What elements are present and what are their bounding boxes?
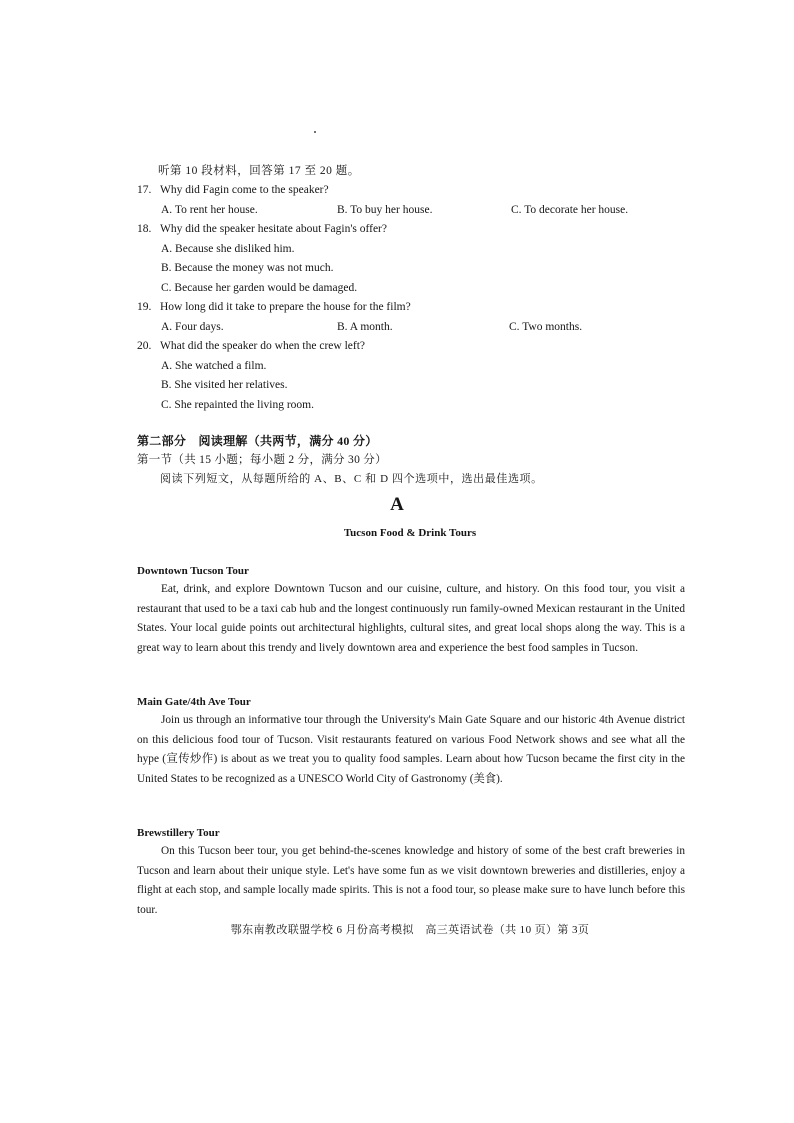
question-stem bbox=[137, 337, 697, 357]
passage-title: Tucson Food & Drink Tours bbox=[343, 527, 477, 539]
question-text: What did the speaker do when the crew left? bbox=[160, 340, 365, 352]
question-number: 19. bbox=[137, 301, 152, 313]
option-a: A. Because she disliked him. bbox=[161, 242, 295, 255]
tour-body-main-gate: Join us through an informative tour through the University's Main Gate Square and our historic 4th Avenue district on this delicious food tour of Tucson. Visit restaurants featured on various Food Network shows and see what all the hype (宣传炒作) is about as we treat you to quality food samples. Learn about how Tucson became the first city in the United States to be recognized as a UNESCO World City of Gastronomy (美食). bbox=[137, 714, 685, 785]
question-text: Why did the speaker hesitate about Fagin's offer? bbox=[160, 223, 387, 235]
reading-part-title: 第二部分 阅读理解（共两节，满分 40 分） bbox=[137, 434, 378, 448]
options-row bbox=[137, 201, 697, 221]
tour-body-brewstillery: On this Tucson beer tour, you get behind-the-scenes knowledge and history of some of the best craft breweries in Tucson and learn about their unique style. Let's have some fun as we visit downtown breweries and distilleries, enjoy a flight at each stop, and sample locally made spirits. This is not a food tour, so please make sure to have lunch before this tour. bbox=[137, 845, 685, 916]
question-stem bbox=[137, 220, 697, 240]
question-number: 20. bbox=[137, 340, 152, 352]
option-a: A. She watched a film. bbox=[161, 359, 267, 372]
listening-intro: 听第 10 段材料，回答第 17 至 20 题。 bbox=[158, 165, 360, 177]
option-c: C. She repainted the living room. bbox=[161, 398, 314, 411]
option-b: B. To buy her house. bbox=[337, 203, 433, 216]
reading-section-title: 第一节（共 15 小题；每小题 2 分，满分 30 分） bbox=[137, 454, 387, 466]
option-b: B. Because the money was not much. bbox=[161, 262, 334, 275]
question-17 bbox=[137, 181, 697, 220]
option-c: C. Because her garden would be damaged. bbox=[161, 281, 358, 294]
option-b: B. A month. bbox=[337, 320, 393, 333]
question-19 bbox=[137, 298, 697, 337]
scan-speck bbox=[314, 131, 316, 133]
option-c: C. Two months. bbox=[509, 320, 583, 333]
question-text: How long did it take to prepare the house for the film? bbox=[160, 301, 411, 313]
passage-letter: A bbox=[390, 494, 404, 515]
question-18 bbox=[137, 220, 697, 298]
tour-heading-downtown: Downtown Tucson Tour bbox=[137, 565, 249, 577]
tour-heading-main-gate: Main Gate/4th Ave Tour bbox=[137, 696, 251, 708]
reading-instructions: 阅读下列短文，从每题所给的 A、B、C 和 D 四个选项中，选出最佳选项。 bbox=[160, 473, 543, 485]
tour-body-downtown: Eat, drink, and explore Downtown Tucson and our cuisine, culture, and history. On this food tour, you visit a restaurant that used to be a taxi cab hub and the longest continuously run family-owned Mexican restaurant in the United States. Your local guide points out architectural highlights, cultural sites, and great local shops along the way. This is a great way to learn about this trendy and lively downtown area and experience the best food samples in Tucson. bbox=[137, 583, 685, 654]
page-footer: 鄂东南教改联盟学校 6 月份高考模拟 高三英语试卷（共 10 页）第 3页 bbox=[230, 924, 590, 936]
option-a: A. Four days. bbox=[161, 320, 224, 333]
options-row bbox=[137, 318, 697, 338]
option-b: B. She visited her relatives. bbox=[161, 379, 288, 392]
question-stem bbox=[137, 181, 697, 201]
option-a: A. To rent her house. bbox=[161, 203, 258, 216]
question-text: Why did Fagin come to the speaker? bbox=[160, 184, 329, 196]
question-number: 18. bbox=[137, 223, 152, 235]
question-stem bbox=[137, 298, 697, 318]
option-c: C. To decorate her house. bbox=[511, 203, 629, 216]
tour-heading-brewstillery: Brewstillery Tour bbox=[137, 827, 220, 839]
question-20 bbox=[137, 337, 697, 415]
question-number: 17. bbox=[137, 184, 152, 196]
